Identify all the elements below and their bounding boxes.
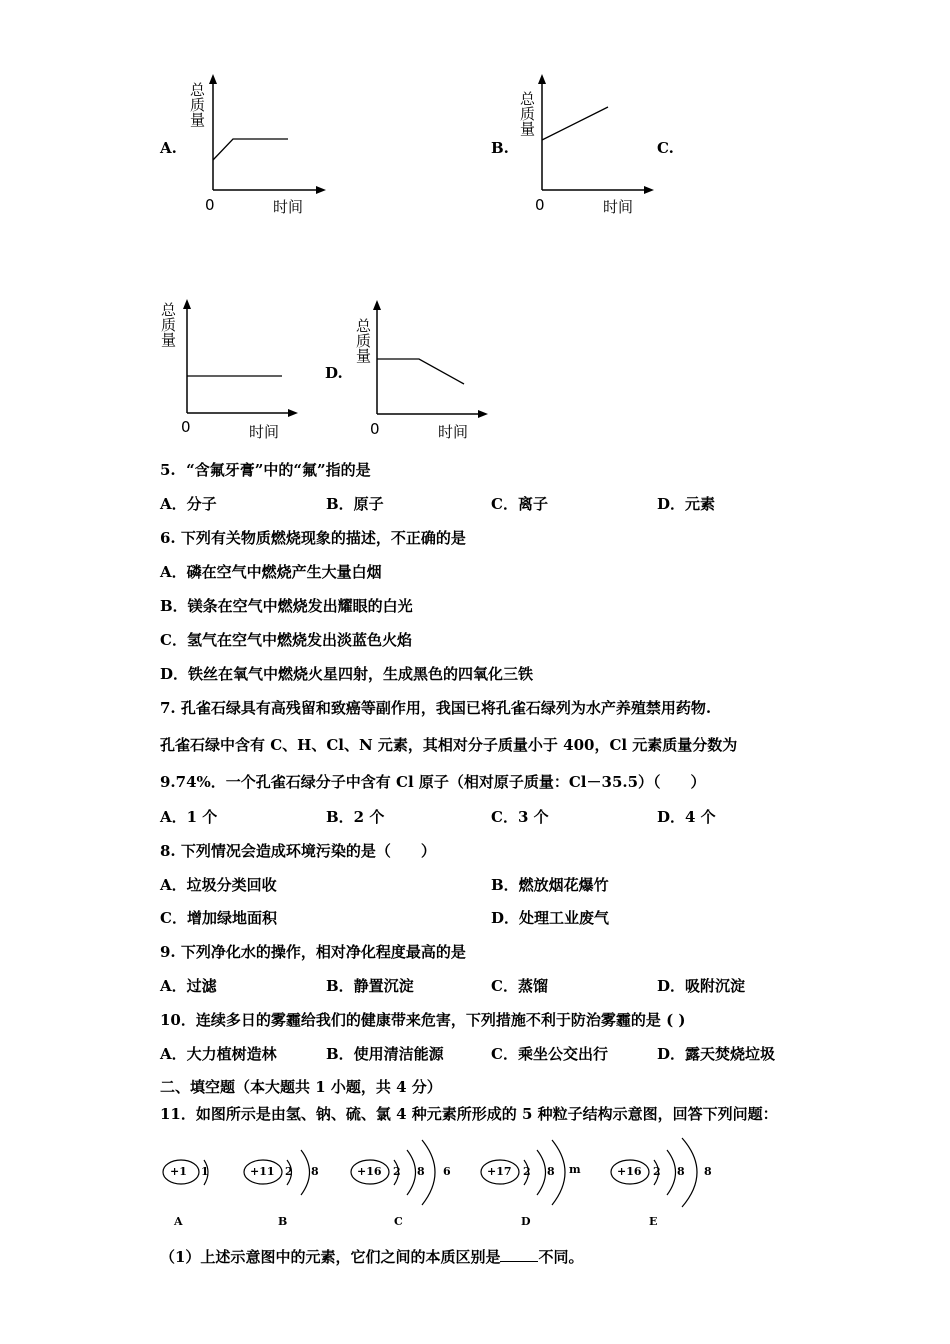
atom-label: E — [649, 1215, 658, 1228]
electron-count: 8 — [547, 1165, 555, 1178]
nucleus-charge: +1 — [170, 1165, 187, 1178]
question-stem: 孔雀石绿中含有 C、H、Cl、N 元素，其相对分子质量小于 400，Cl 元素质量分数为 — [160, 736, 738, 754]
option: A．过滤 — [160, 977, 217, 995]
electron-count: 8 — [677, 1165, 685, 1178]
electron-count: 2 — [523, 1165, 531, 1178]
option-a-label: A. — [160, 139, 177, 157]
electron-count: 2 — [393, 1165, 401, 1178]
question-number: 8. — [160, 842, 176, 860]
answer-blank[interactable] — [500, 1247, 538, 1262]
electron-count: 8 — [704, 1165, 712, 1178]
atom-label: D — [521, 1215, 531, 1228]
question-number: 5. — [160, 461, 176, 479]
nucleus-charge: +17 — [487, 1165, 512, 1178]
sub-question-text: （1）上述示意图中的元素，它们之间的本质区别是 — [160, 1248, 501, 1266]
option: A．大力植树造林 — [160, 1045, 277, 1063]
sub-question-1 — [160, 1247, 583, 1267]
option: B．静置沉淀 — [326, 977, 414, 995]
atom-label: B — [278, 1215, 288, 1228]
x-axis-label: 时间 — [273, 198, 304, 216]
question-number: 11． — [160, 1105, 196, 1123]
y-axis-label: 总质量 — [354, 318, 372, 363]
option: B．镁条在空气中燃烧发出耀眼的白光 — [160, 597, 413, 615]
option: D．4 个 — [657, 808, 716, 826]
question-stem: 下列有关物质燃烧现象的描述，不正确的是 — [180, 529, 466, 547]
question-stem: 下列情况会造成环境污染的是（ ） — [180, 842, 436, 860]
electron-count: 8 — [417, 1165, 425, 1178]
option: C．氢气在空气中燃烧发出淡蓝色火焰 — [160, 631, 412, 649]
option: B．燃放烟花爆竹 — [491, 876, 609, 894]
question-stem: 如图所示是由氢、钠、硫、氯 4 种元素所形成的 5 种粒子结构示意图，回答下列问题： — [195, 1105, 778, 1123]
sub-question-text: 不同。 — [538, 1248, 584, 1266]
origin-label: 0 — [181, 418, 191, 436]
nucleus-charge: +16 — [617, 1165, 642, 1178]
option: D．处理工业废气 — [491, 909, 610, 927]
electron-count: 8 — [311, 1165, 319, 1178]
option: A．1 个 — [160, 808, 218, 826]
option: B．2 个 — [326, 808, 385, 826]
option: C．增加绿地面积 — [160, 909, 277, 927]
option: C．离子 — [491, 495, 548, 513]
question-stem: 下列净化水的操作，相对净化程度最高的是 — [180, 943, 466, 961]
atom-label: A — [174, 1215, 183, 1228]
option: B．使用清洁能源 — [326, 1045, 444, 1063]
option: C．蒸馏 — [491, 977, 548, 995]
y-axis-label: 总质量 — [518, 91, 536, 136]
option: D．吸附沉淀 — [657, 977, 746, 995]
option: C．乘坐公交出行 — [491, 1045, 608, 1063]
question-number: 7. — [160, 699, 176, 717]
x-axis-label: 时间 — [438, 423, 469, 441]
question-number: 9. — [160, 943, 176, 961]
option: D．元素 — [657, 495, 716, 513]
y-axis-label: 总质量 — [159, 302, 177, 347]
option-c-label: C. — [657, 139, 674, 157]
electron-count: 6 — [443, 1165, 451, 1178]
nucleus-charge: +11 — [250, 1165, 275, 1178]
question-number: 10． — [160, 1011, 196, 1029]
atom-label: C — [394, 1215, 403, 1228]
option: A．磷在空气中燃烧产生大量白烟 — [160, 563, 382, 581]
origin-label: 0 — [370, 420, 380, 438]
y-axis-label: 总质量 — [188, 82, 206, 127]
origin-label: 0 — [535, 196, 545, 214]
origin-label: 0 — [205, 196, 215, 214]
option-b-label: B. — [491, 139, 509, 157]
option: D．露天焚烧垃圾 — [657, 1045, 776, 1063]
nucleus-charge: +16 — [357, 1165, 382, 1178]
option: D．铁丝在氧气中燃烧火星四射，生成黑色的四氧化三铁 — [160, 665, 534, 683]
electron-count: 1 — [201, 1165, 209, 1178]
electron-count: 2 — [653, 1165, 661, 1178]
option: A．垃圾分类回收 — [160, 876, 277, 894]
electron-count: m — [569, 1163, 581, 1176]
option: A．分子 — [160, 495, 217, 513]
option: B．原子 — [326, 495, 384, 513]
question-stem: 9.74%．一个孔雀石绿分子中含有 Cl 原子（相对原子质量：Cl－35.5）（ ） — [160, 773, 706, 791]
electron-count: 2 — [285, 1165, 293, 1178]
x-axis-label: 时间 — [249, 423, 280, 441]
x-axis-label: 时间 — [603, 198, 634, 216]
question-stem: 孔雀石绿具有高残留和致癌等副作用，我国已将孔雀石绿列为水产养殖禁用药物. — [180, 699, 712, 717]
question-stem: 连续多日的雾霾给我们的健康带来危害，下列措施不利于防治雾霾的是 ( ) — [195, 1011, 686, 1029]
option-d-label: D. — [325, 364, 343, 382]
option: C．3 个 — [491, 808, 549, 826]
question-stem: “含氟牙膏”中的“氟”指的是 — [186, 461, 371, 479]
section-heading: 二、填空题（本大题共 1 小题，共 4 分） — [160, 1078, 442, 1096]
question-number: 6. — [160, 529, 176, 547]
